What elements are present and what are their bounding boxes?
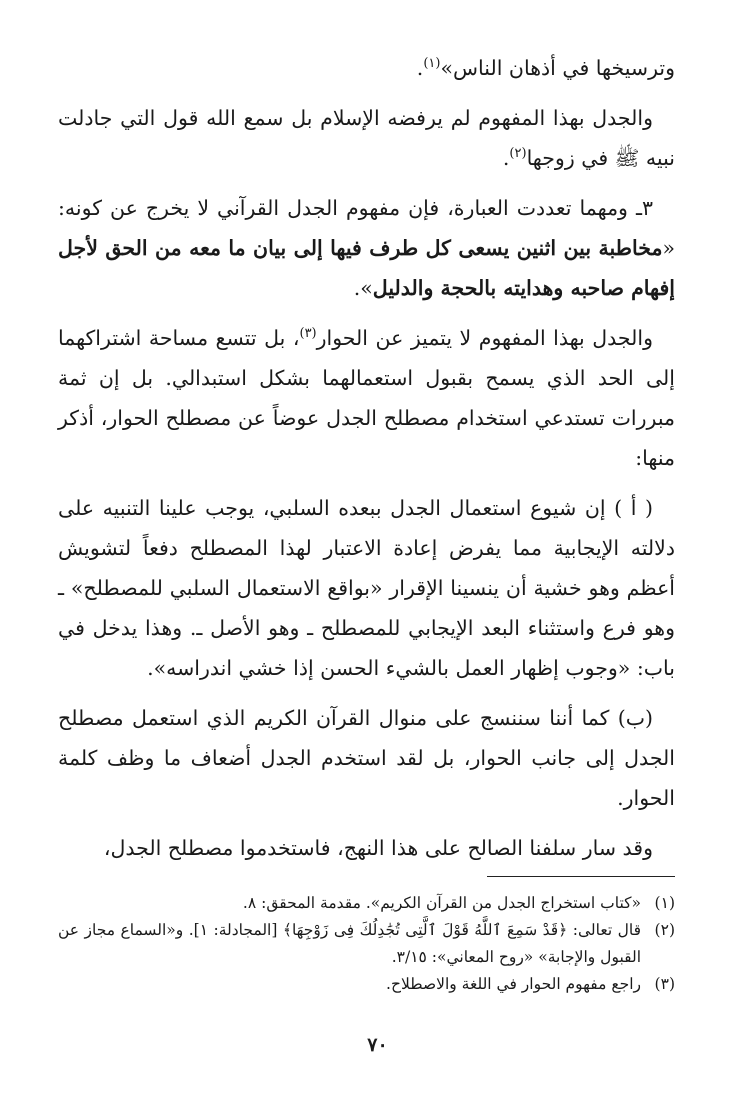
footnote-text: راجع مفهوم الحوار في اللغة والاصطلاح. — [386, 975, 641, 993]
footnote-item — [58, 917, 675, 971]
footnote-text: قال تعالى: ﴿قَدْ سَمِعَ ٱللَّهُ قَوْلَ ٱلَّتِى تُجَٰدِلُكَ فِى زَوْجِهَا﴾ [المجادلة: ١]. و«السماع مجاز عن القبول والإجابة» «روح المعاني»: ٣/١٥. — [58, 921, 641, 966]
footnote-text: «كتاب استخراج الجدل من القرآن الكريم». مقدمة المحقق: ٨. — [242, 894, 641, 912]
page-number: ٧٠ — [367, 1034, 388, 1056]
paragraph-1-text: وترسيخها في أذهان الناس» — [440, 56, 675, 80]
footnote-number: (٢) — [654, 921, 675, 939]
footnote-ref-2: (٢) — [509, 146, 527, 162]
paragraph-7: وقد سار سلفنا الصالح على هذا النهج، فاستخدموا مصطلح الجدل، — [103, 836, 653, 860]
paragraph-3-lead: ٣ـ ومهما تعددت العبارة، فإن مفهوم الجدل القرآني لا يخرج عن كونه: « — [58, 196, 675, 260]
footnote-ref-3: (٣) — [299, 326, 317, 342]
paragraph-5: ( أ ) إن شيوع استعمال الجدل ببعده السلبي، يوجب علينا التنبيه على دلالته الإيجابية مما يفرض إعادة الاعتبار لهذا المصطلح دفعاً لتشويش أعظم وهو خشية أن ينسينا الإقرار «بواقع الاستعمال السلبي للمصطلح» ـ وهو فرع واستثناء البعد الإيجابي للمصطلح ـ وهو الأصل ـ. وهذا يدخل في باب: «وجوب إظهار العمل بالشيء الحسن إذا خشي اندراسه». — [58, 496, 675, 680]
paragraph-4-text-a: والجدل بهذا المفهوم لا يتميز عن الحوار — [316, 326, 653, 350]
paragraph-4 — [58, 318, 675, 478]
paragraph-4-text-b: ، بل تتسع مساحة اشتراكهما إلى الحد الذي يسمح بقبول استعمالهما بشكل استبدالي. بل إن ثمة مبررات تستدعي استخدام مصطلح الجدل عوضاً عن مصطلح الحوار، أذكر منها: — [58, 326, 675, 470]
footnote-item — [58, 890, 675, 917]
paragraph-1-end: . — [416, 56, 424, 80]
footnote-divider — [487, 876, 675, 877]
paragraph-3-tail: ». — [353, 276, 373, 300]
footnote-ref-1: (١) — [423, 56, 441, 72]
paragraph-2-end: . — [502, 146, 510, 170]
paragraph-3 — [58, 188, 675, 308]
footnote-number: (٣) — [654, 975, 675, 993]
footnotes — [58, 890, 675, 998]
paragraph-1 — [58, 48, 675, 88]
paragraph-6: (ب) كما أننا سننسج على منوال القرآن الكريم الذي استعمل مصطلح الجدل إلى جانب الحوار، بل لقد استخدم الجدل أضعاف ما وظف كلمة الحوار. — [58, 706, 675, 810]
footnote-item — [58, 971, 675, 998]
paragraph-2 — [58, 98, 675, 178]
paragraph-2-text: والجدل بهذا المفهوم لم يرفضه الإسلام بل سمع الله قول التي جادلت نبيه ﷺ في زوجها — [58, 106, 675, 170]
paragraph-3-definition: مخاطبة بين اثنين يسعى كل طرف فيها إلى بيان ما معه من الحق لأجل إفهام صاحبه وهدايته بالحجة والدليل — [58, 236, 675, 300]
page-body — [58, 48, 675, 878]
footnote-number: (١) — [654, 894, 675, 912]
